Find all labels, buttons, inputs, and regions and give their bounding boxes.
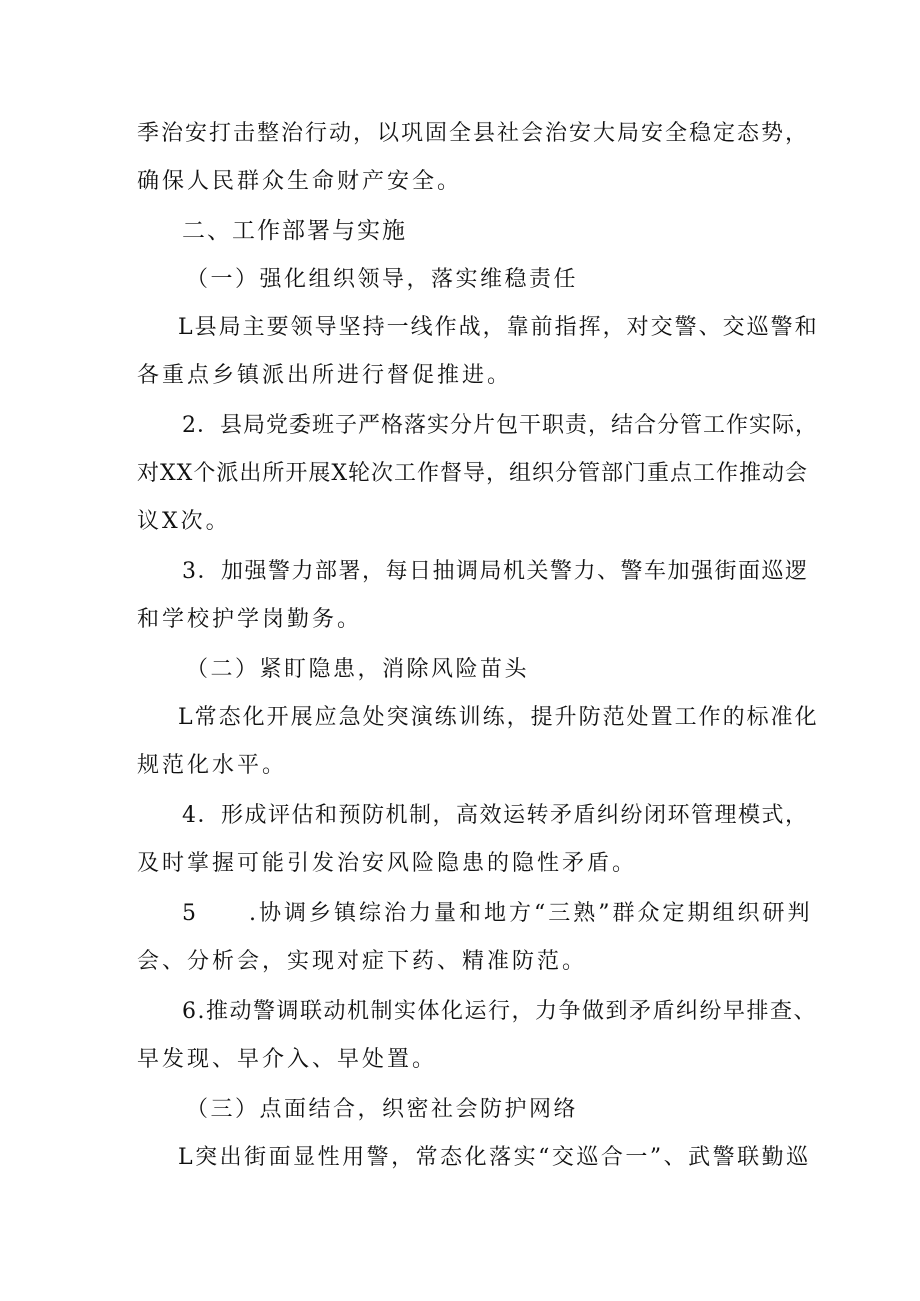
paragraph-line: 会、分析会，实现对症下药、精准防范。 (137, 949, 588, 974)
paragraph-line: L突出街面显性用警，常态化落实“交巡合一”、武警联勤巡 (178, 1145, 811, 1170)
paragraph-line: 6.推动警调联动机制实体化运行，力争做到矛盾纠纷早排查、 (182, 999, 817, 1024)
paragraph-line: 2．县局党委班子严格落实分片包干职责，结合分管工作实际， (182, 413, 818, 438)
paragraph-line: 规范化水平。 (137, 753, 288, 778)
paragraph-line: 对XX个派出所开展X轮次工作督导，组织分管部门重点工作推动会 (137, 461, 808, 486)
paragraph-line: 早发现、早介入、早处置。 (137, 1047, 438, 1072)
subsection-heading: （一）强化组织领导，落实维稳责任 (186, 267, 579, 292)
paragraph-line: L常态化开展应急处突演练训练，提升防范处置工作的标准化 (178, 705, 819, 730)
paragraph-line: L县局主要领导坚持一线作战，靠前指挥，对交警、交巡警和 (178, 315, 819, 340)
subsection-heading: （二）紧盯隐患，消除风险苗头 (186, 657, 530, 682)
paragraph-line: 5 .协调乡镇综治力量和地方“三熟”群众定期组织研判 (182, 901, 813, 926)
section-heading: 二、工作部署与实施 (182, 218, 407, 244)
paragraph-line: 议X次。 (137, 509, 231, 534)
paragraph-line: 确保人民群众生命财产安全。 (137, 169, 463, 194)
paragraph-line: 季治安打击整治行动，以巩固全县社会治安大局安全稳定态势， (137, 121, 810, 146)
paragraph-line: 和学校护学岗勤务。 (137, 607, 363, 632)
paragraph-line: 各重点乡镇派出所进行督促推进。 (137, 363, 513, 388)
paragraph-line: 3．加强警力部署，每日抽调局机关警力、警车加强街面巡逻 (182, 559, 809, 584)
subsection-heading: （三）点面结合，织密社会防护网络 (186, 1097, 579, 1122)
paragraph-line: 4．形成评估和预防机制，高效运转矛盾纠纷闭环管理模式， (182, 803, 809, 828)
paragraph-line: 及时掌握可能引发治安风险隐患的隐性矛盾。 (137, 851, 638, 876)
